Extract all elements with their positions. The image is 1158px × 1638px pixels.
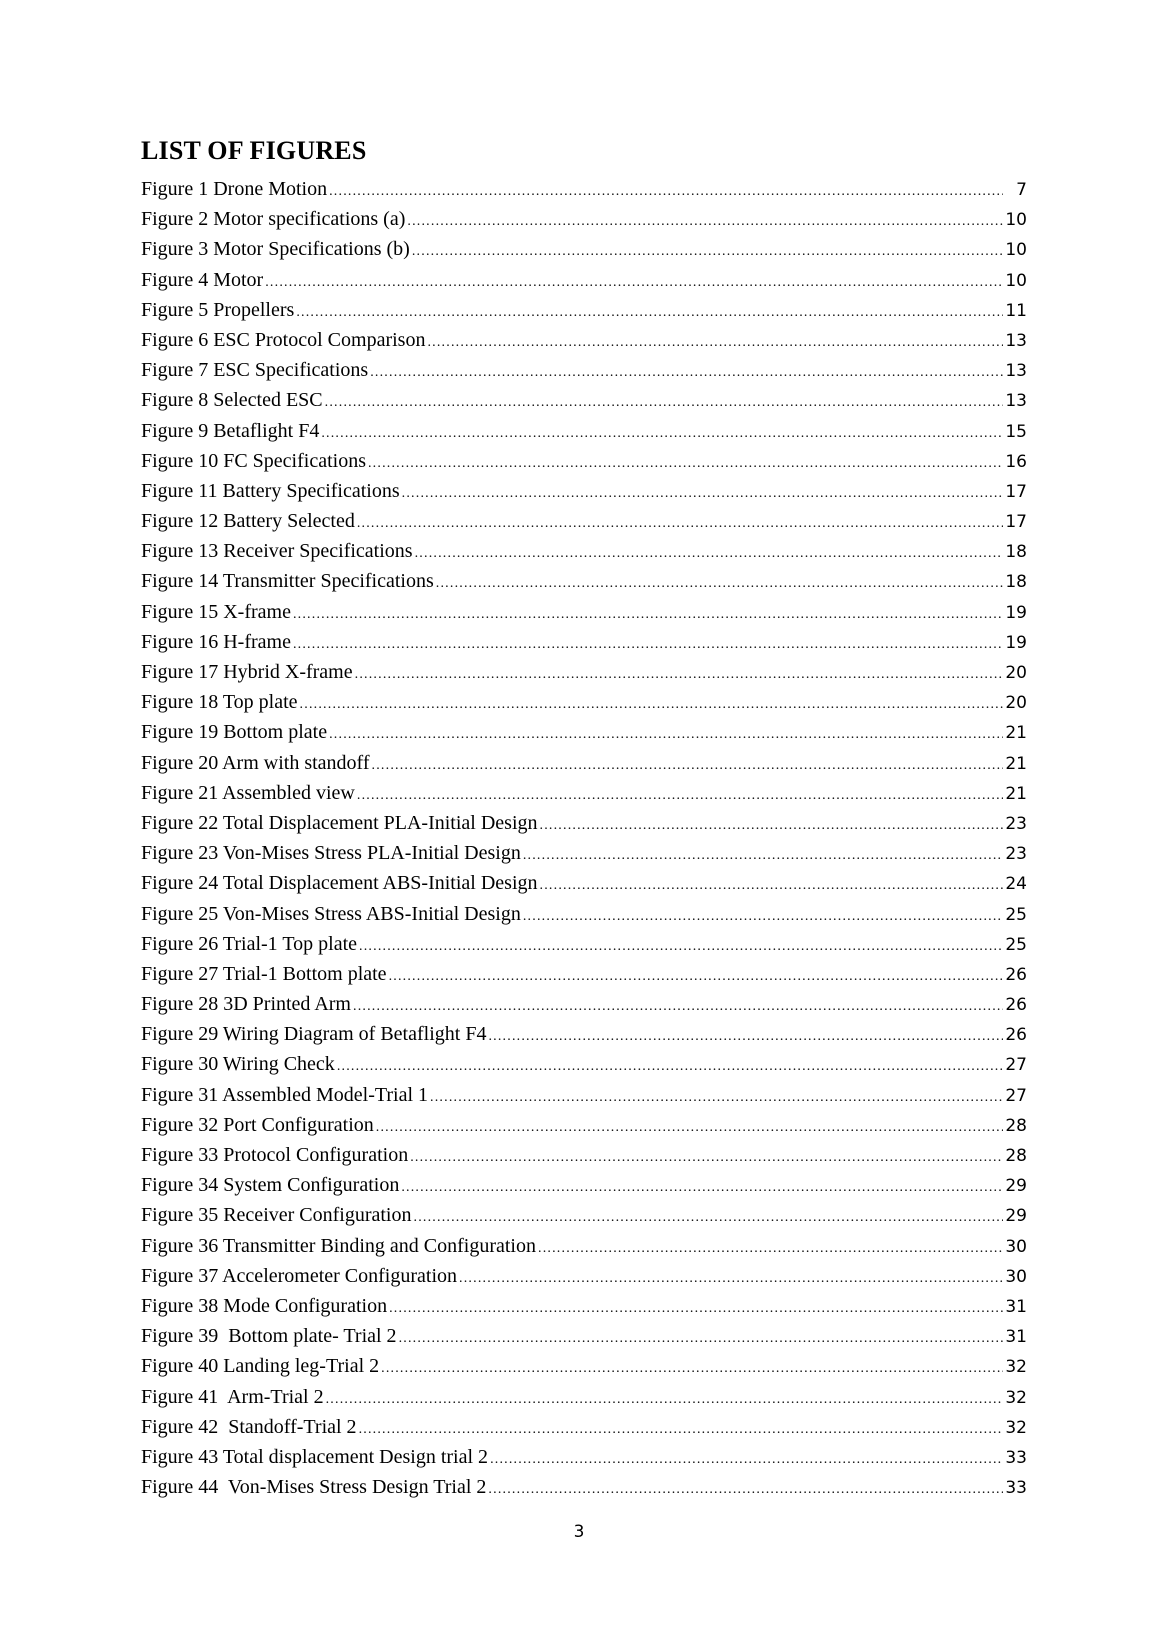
toc-entry-page[interactable]: 21 <box>1005 723 1027 744</box>
toc-entry-label[interactable]: Figure 33 Protocol Configuration <box>141 1144 409 1166</box>
dot-leader <box>370 358 1003 388</box>
toc-entry[interactable] <box>141 1080 1027 1110</box>
toc-entry-label[interactable]: Figure 18 Top plate <box>141 691 298 714</box>
toc-entry-label[interactable]: Figure 10 FC Specifications <box>141 449 366 472</box>
toc-entry[interactable] <box>141 1170 1027 1200</box>
toc-entry-label[interactable]: Figure 31 Assembled Model-Trial 1 <box>141 1083 429 1106</box>
toc-entry-label[interactable]: Figure 43 Total displacement Design trial 2 <box>141 1445 489 1468</box>
toc-entry[interactable] <box>141 174 1027 204</box>
toc-entry[interactable] <box>141 1382 1027 1412</box>
page-number: 3 <box>573 1522 585 1542</box>
toc-entry-label[interactable]: Figure 17 Hybrid X-frame <box>141 661 353 683</box>
toc-entry-page[interactable]: 10 <box>1005 240 1027 261</box>
dot-leader <box>410 1143 1003 1173</box>
toc-entry-page[interactable]: 21 <box>1005 753 1027 774</box>
toc-entry[interactable] <box>141 808 1027 838</box>
toc-entry-page[interactable]: 27 <box>1005 1055 1027 1076</box>
dot-leader <box>401 1173 1003 1203</box>
toc-entry-page[interactable]: 18 <box>1005 572 1027 593</box>
toc-entry-label[interactable]: Figure 9 Betaflight F4 <box>141 419 320 442</box>
dot-leader <box>355 660 1003 690</box>
toc-entry[interactable] <box>141 325 1027 355</box>
toc-entry[interactable] <box>141 1291 1027 1321</box>
toc-entry-page[interactable]: 17 <box>1005 481 1027 502</box>
dot-leader <box>430 1083 1003 1113</box>
toc-entry-label[interactable]: Figure 8 Selected ESC <box>141 389 323 412</box>
toc-entry-label[interactable]: Figure 30 Wiring Check <box>141 1053 335 1076</box>
toc-entry-label[interactable]: Figure 5 Propellers <box>141 298 295 321</box>
dot-leader <box>372 751 1003 781</box>
toc-entry[interactable] <box>141 234 1027 264</box>
toc-entry-page[interactable]: 10 <box>1005 270 1027 291</box>
dot-leader <box>353 992 1003 1022</box>
toc-entry[interactable] <box>141 1049 1027 1079</box>
toc-entry[interactable] <box>141 385 1027 415</box>
toc-entry[interactable] <box>141 1019 1027 1049</box>
toc-entry[interactable] <box>141 899 1027 929</box>
toc-entry-page[interactable]: 19 <box>1005 632 1027 653</box>
toc-entry[interactable] <box>141 1110 1027 1140</box>
toc-entry-label[interactable]: Figure 26 Trial-1 Top plate <box>141 932 358 955</box>
toc-entry[interactable] <box>141 597 1027 627</box>
toc-entry-page[interactable]: 23 <box>1005 813 1027 834</box>
dot-leader <box>296 298 1003 328</box>
dot-leader <box>325 388 1003 418</box>
dot-leader <box>488 1475 1003 1505</box>
toc-entry-label[interactable]: Figure 3 Motor Specifications (b) <box>141 238 410 261</box>
toc-entry-label[interactable]: Figure 15 X-frame <box>141 600 291 623</box>
toc-entry[interactable] <box>141 627 1027 657</box>
dot-leader <box>523 902 1003 932</box>
toc-entry-label[interactable]: Figure 27 Trial-1 Bottom plate <box>141 962 387 985</box>
toc-entry[interactable] <box>141 265 1027 295</box>
toc-entry[interactable] <box>141 748 1027 778</box>
toc-entry[interactable] <box>141 868 1027 898</box>
toc-entry-page[interactable]: 19 <box>1005 602 1027 623</box>
toc-entry-page[interactable]: 30 <box>1005 1236 1027 1257</box>
toc-entry-page[interactable]: 33 <box>1005 1447 1027 1468</box>
dot-leader <box>389 1294 1003 1324</box>
page-title: LIST OF FIGURES <box>141 136 367 165</box>
toc-entry[interactable] <box>141 1140 1027 1170</box>
toc-entry[interactable] <box>141 1200 1027 1230</box>
toc-entry-page[interactable]: 33 <box>1005 1478 1027 1499</box>
toc-entry-page[interactable]: 20 <box>1005 663 1027 683</box>
toc-entry-label[interactable]: Figure 2 Motor specifications (a) <box>141 208 406 231</box>
toc-entry-label[interactable]: Figure 25 Von-Mises Stress ABS-Initial Design <box>141 902 521 925</box>
toc-entry-label[interactable]: Figure 12 Battery Selected <box>141 510 355 533</box>
toc-entry[interactable] <box>141 476 1027 506</box>
toc-entry-page[interactable]: 27 <box>1005 1085 1027 1106</box>
dot-leader <box>326 1385 1003 1415</box>
toc-entry-page[interactable]: 17 <box>1005 512 1027 533</box>
toc-entry[interactable] <box>141 838 1027 868</box>
toc-entry[interactable] <box>141 536 1027 566</box>
dot-leader <box>427 328 1003 358</box>
toc-entry-label[interactable]: Figure 13 Receiver Specifications <box>141 540 413 563</box>
toc-entry[interactable] <box>141 566 1027 596</box>
dot-leader <box>540 871 1003 901</box>
dot-leader <box>407 207 1003 237</box>
toc-entry-label[interactable]: Figure 4 Motor <box>141 268 264 291</box>
toc-entry-label[interactable]: Figure 28 3D Printed Arm <box>141 993 351 1016</box>
toc-entry-label[interactable]: Figure 11 Battery Specifications <box>141 479 400 502</box>
dot-leader <box>488 1022 1003 1052</box>
dot-leader <box>359 932 1003 962</box>
dot-leader <box>337 1052 1003 1082</box>
dot-leader <box>265 268 1003 298</box>
dot-leader <box>402 479 1003 509</box>
dot-leader <box>300 690 1003 720</box>
toc-entry[interactable] <box>141 295 1027 325</box>
toc-entry-page[interactable]: 13 <box>1005 361 1027 382</box>
dot-leader <box>359 1415 1003 1445</box>
toc-entry-label[interactable]: Figure 35 Receiver Configuration <box>141 1204 412 1227</box>
toc-entry[interactable] <box>141 1261 1027 1291</box>
toc-entry[interactable] <box>141 506 1027 536</box>
toc-entry-page[interactable]: 11 <box>1005 300 1027 321</box>
toc-entry[interactable] <box>141 687 1027 717</box>
toc-entry[interactable] <box>141 1472 1027 1502</box>
dot-leader <box>538 1234 1003 1264</box>
toc-entry-label[interactable]: Figure 1 Drone Motion <box>141 178 328 200</box>
toc-entry-page[interactable]: 32 <box>1005 1387 1027 1408</box>
dot-leader <box>436 569 1003 599</box>
toc-entry-page[interactable]: 30 <box>1005 1266 1027 1287</box>
toc-entry-page[interactable]: 31 <box>1005 1296 1027 1317</box>
dot-leader <box>389 962 1003 992</box>
toc-entry-label[interactable]: Figure 23 Von-Mises Stress PLA-Initial Design <box>141 842 521 865</box>
toc-entry[interactable] <box>141 204 1027 234</box>
toc-entry-page[interactable]: 15 <box>1005 421 1027 442</box>
toc-entry-label[interactable]: Figure 21 Assembled view <box>141 781 355 804</box>
dot-leader <box>459 1264 1003 1294</box>
toc-entry-label[interactable]: Figure 14 Transmitter Specifications <box>141 570 434 593</box>
toc-entry-label[interactable]: Figure 32 Port Configuration <box>141 1113 374 1136</box>
toc-entry-page[interactable]: 32 <box>1005 1417 1027 1438</box>
toc-entry-page[interactable]: 25 <box>1005 904 1027 925</box>
toc-entry-page[interactable]: 20 <box>1005 693 1027 714</box>
toc-entry-label[interactable]: Figure 44 Von-Mises Stress Design Trial 2 <box>141 1476 487 1499</box>
toc-entry[interactable] <box>141 1351 1027 1381</box>
toc-entry-label[interactable]: Figure 39 Bottom plate- Trial 2 <box>141 1325 397 1348</box>
toc-entry-page[interactable]: 7 <box>1016 180 1027 200</box>
toc-entry-page[interactable]: 26 <box>1005 1025 1027 1046</box>
dot-leader <box>368 449 1003 479</box>
toc-entry-page[interactable]: 10 <box>1005 210 1027 231</box>
toc-entry[interactable] <box>141 1412 1027 1442</box>
dot-leader <box>414 1203 1004 1233</box>
dot-leader <box>415 539 1003 569</box>
toc-entry[interactable] <box>141 989 1027 1019</box>
toc-entry-page[interactable]: 28 <box>1005 1146 1027 1166</box>
dot-leader <box>321 419 1003 449</box>
toc-entry[interactable] <box>141 355 1027 385</box>
toc-entry-page[interactable]: 31 <box>1005 1327 1027 1348</box>
toc-entry-label[interactable]: Figure 38 Mode Configuration <box>141 1294 388 1317</box>
toc-entry-label[interactable]: Figure 40 Landing leg-Trial 2 <box>141 1355 380 1378</box>
toc-entry[interactable] <box>141 778 1027 808</box>
toc-entry-label[interactable]: Figure 37 Accelerometer Configuration <box>141 1264 458 1287</box>
toc-entry-label[interactable]: Figure 29 Wiring Diagram of Betaflight F4 <box>141 1023 487 1046</box>
toc-entry-page[interactable]: 32 <box>1005 1357 1027 1378</box>
toc-entry-page[interactable]: 29 <box>1005 1206 1027 1227</box>
dot-leader <box>523 841 1003 871</box>
dot-leader <box>329 720 1003 750</box>
toc-entry-label[interactable]: Figure 24 Total Displacement ABS-Initial Design <box>141 872 538 895</box>
toc-entry-label[interactable]: Figure 20 Arm with standoff <box>141 751 370 774</box>
toc-entry[interactable] <box>141 657 1027 687</box>
dot-leader <box>357 781 1003 811</box>
dot-leader <box>293 630 1003 660</box>
toc-entry-page[interactable]: 16 <box>1005 451 1027 472</box>
toc-entry-label[interactable]: Figure 34 System Configuration <box>141 1174 400 1197</box>
toc-entry-page[interactable]: 24 <box>1005 874 1027 895</box>
toc-entry-page[interactable]: 25 <box>1005 934 1027 955</box>
toc-entry[interactable] <box>141 1442 1027 1472</box>
toc-entry[interactable] <box>141 446 1027 476</box>
toc-entry[interactable] <box>141 717 1027 747</box>
toc-entry-page[interactable]: 23 <box>1005 844 1027 865</box>
dot-leader <box>376 1113 1003 1143</box>
toc-entry-label[interactable]: Figure 19 Bottom plate <box>141 721 328 744</box>
toc-entry[interactable] <box>141 416 1027 446</box>
toc-entry-page[interactable]: 29 <box>1005 1176 1027 1197</box>
dot-leader <box>329 177 1003 207</box>
toc-entry-label[interactable]: Figure 7 ESC Specifications <box>141 359 369 382</box>
toc-entry-page[interactable]: 28 <box>1005 1115 1027 1136</box>
toc-entry-label[interactable]: Figure 22 Total Displacement PLA-Initial Design <box>141 811 538 834</box>
dot-leader <box>412 237 1003 267</box>
toc-entry-label[interactable]: Figure 16 H-frame <box>141 630 291 653</box>
toc-entry-label[interactable]: Figure 6 ESC Protocol Comparison <box>141 328 426 351</box>
list-of-figures <box>141 174 1027 1502</box>
dot-leader <box>490 1445 1003 1475</box>
dot-leader <box>381 1354 1003 1384</box>
toc-entry-page[interactable]: 26 <box>1005 995 1027 1016</box>
toc-entry-page[interactable]: 18 <box>1005 542 1027 563</box>
toc-entry[interactable] <box>141 929 1027 959</box>
toc-entry-page[interactable]: 13 <box>1005 330 1027 351</box>
dot-leader <box>357 509 1003 539</box>
toc-entry-label[interactable]: Figure 42 Standoff-Trial 2 <box>141 1415 357 1438</box>
toc-entry-label[interactable]: Figure 41 Arm-Trial 2 <box>141 1385 324 1408</box>
toc-entry-page[interactable]: 26 <box>1005 964 1027 985</box>
dot-leader <box>540 811 1004 841</box>
toc-entry[interactable] <box>141 1321 1027 1351</box>
toc-entry[interactable] <box>141 1231 1027 1261</box>
toc-entry-page[interactable]: 13 <box>1005 391 1027 412</box>
toc-entry[interactable] <box>141 959 1027 989</box>
dot-leader <box>399 1324 1003 1354</box>
toc-entry-label[interactable]: Figure 36 Transmitter Binding and Configuration <box>141 1234 536 1257</box>
dot-leader <box>293 600 1003 630</box>
toc-entry-page[interactable]: 21 <box>1005 783 1027 804</box>
